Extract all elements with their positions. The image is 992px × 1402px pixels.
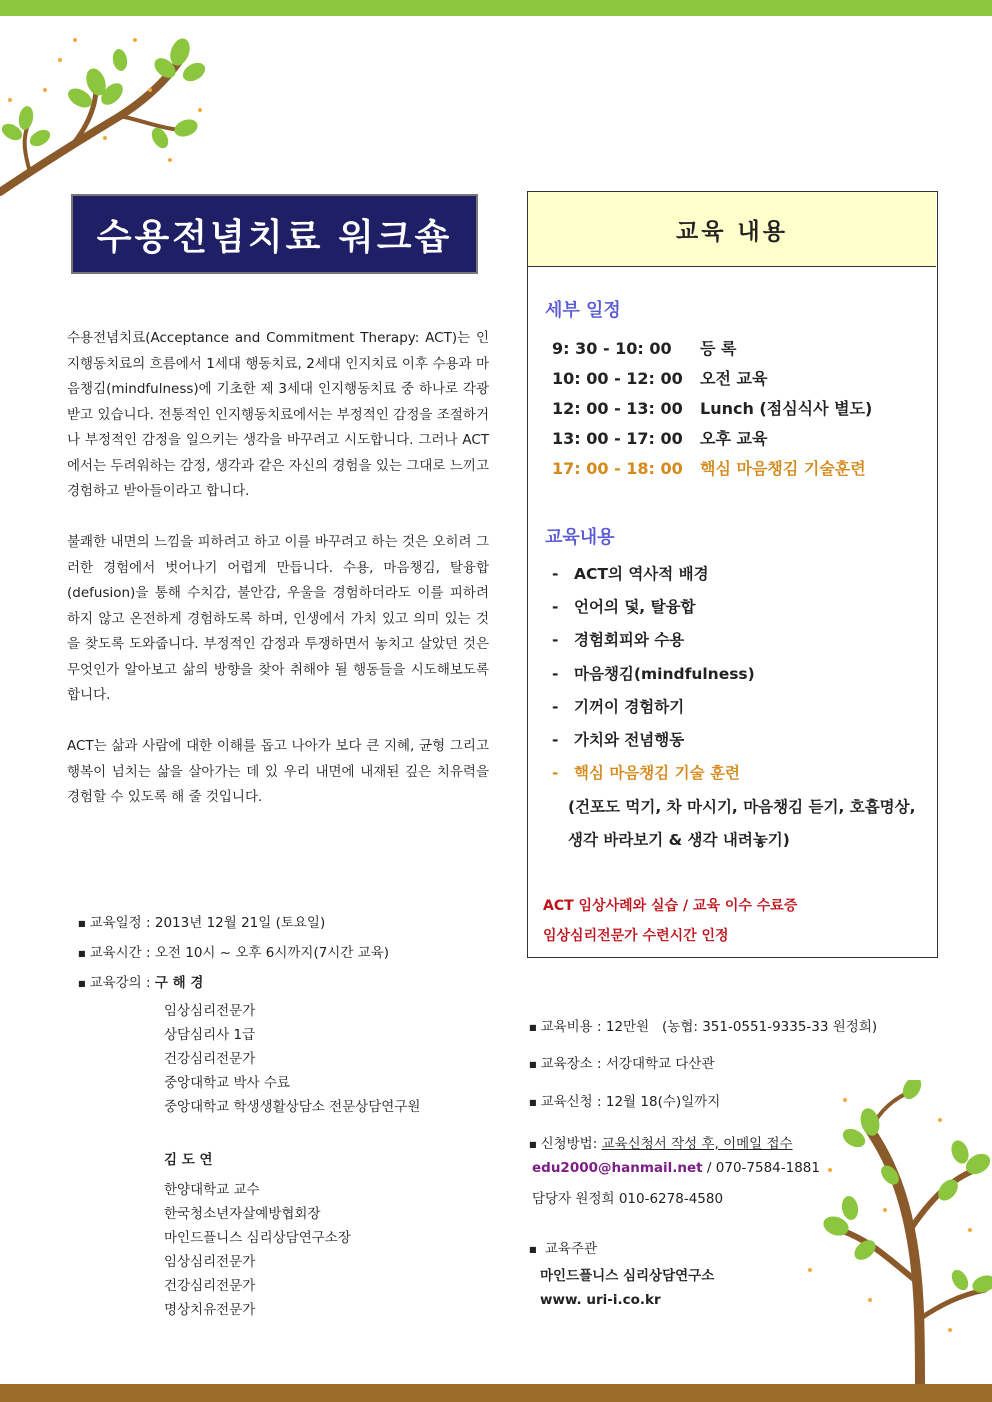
schedule-row bbox=[552, 336, 736, 359]
schedule-row bbox=[552, 426, 767, 449]
website-link[interactable]: www. uri-i.co.kr bbox=[540, 1292, 661, 1308]
schedule-time: 12: 00 - 13: 00 bbox=[552, 399, 683, 418]
schedule-item: Lunch (점심식사 별도) bbox=[700, 399, 873, 418]
topic-item: - 기꺼이 경험하기 bbox=[552, 698, 685, 716]
lecturer1-name: 구 해 경 bbox=[154, 975, 204, 991]
schedule-time: 13: 00 - 17: 00 bbox=[552, 429, 683, 448]
date-info: ■ 교육일정 : 2013년 12월 21일 (토요일) bbox=[78, 915, 326, 931]
content-title: 교육내용 bbox=[545, 527, 615, 548]
topic-detail: (건포도 먹기, 차 마시기, 마음챙김 듣기, 호흡명상, bbox=[568, 798, 916, 816]
schedule-time: 17: 00 - 18: 00 bbox=[552, 459, 683, 478]
schedule-item: 오전 교육 bbox=[700, 369, 768, 388]
cost-info: ■ 교육비용 : 12만원 (농협: 351-0551-9335-33 원정희) bbox=[529, 1019, 878, 1035]
bullet-icon: ■ bbox=[78, 978, 86, 988]
bullet-icon: ■ bbox=[529, 1244, 537, 1254]
schedule-item: 등 록 bbox=[700, 339, 737, 358]
schedule-time: 10: 00 - 12: 00 bbox=[552, 369, 683, 388]
lecturer2-titles: 한양대학교 교수 한국청소년자살예방협회장 마인드플니스 심리상담연구소장 임상심리전문가 건강심리전문가 명상치유전문가 bbox=[164, 1182, 351, 1318]
host-info: ■ 교육주관 bbox=[529, 1241, 598, 1257]
schedule-row-highlight bbox=[552, 456, 866, 479]
bullet-icon: ■ bbox=[78, 948, 86, 958]
intro-paragraph: 수용전념치료(Acceptance and Commitment Therapy: ACT)는 인지행동치료의 흐름에서 1세대 행동치료, 2세대 인지치료 이후 수용과 마음챙김(mindfulness)에 기초한 제 3세대 인지행동치료 중 하나로 각광받고 있습니다. 전통적인 인지행동치료에서는 부정적인 감정을 조절하거나 부정적인 감정을 일으키는 생각을 바꾸려고 시도합니다. 그러나 ACT에서는 두려워하는 감정, 생각과 같은 자신의 경험을 있는 그대로 느끼고 경험하고 받아들이라고 합니다. bbox=[67, 330, 489, 499]
workshop-title-banner bbox=[71, 194, 478, 274]
email-link[interactable]: edu2000@hanmail.net bbox=[532, 1160, 703, 1176]
schedule-row bbox=[552, 366, 767, 389]
contact-email-line: edu2000@hanmail.net / 070-7584-1881 bbox=[532, 1160, 820, 1176]
topic-item: - 언어의 덫, 탈융합 bbox=[552, 598, 696, 616]
detail-schedule-title: 세부 일정 bbox=[545, 300, 621, 321]
bullet-icon: ■ bbox=[529, 1022, 537, 1032]
topic-item: - 가치와 전념행동 bbox=[552, 731, 685, 749]
time-info: ■ 교육시간 : 오전 10시 ~ 오후 6시까지(7시간 교육) bbox=[78, 945, 390, 961]
top-color-bar bbox=[0, 0, 992, 16]
place-info: ■ 교육장소 : 서강대학교 다산관 bbox=[529, 1056, 715, 1072]
page-title: 수용전념치료 워크숍 bbox=[96, 216, 453, 258]
topic-item: - 마음챙김(mindfulness) bbox=[552, 665, 755, 683]
topic-item: - 경험회피와 수용 bbox=[552, 631, 685, 649]
lecturer2-name: 김 도 연 bbox=[164, 1152, 213, 1168]
tree-decoration-bottom bbox=[770, 1080, 992, 1390]
bullet-icon: ■ bbox=[529, 1059, 537, 1069]
schedule-panel bbox=[527, 191, 938, 958]
lecturer1-titles: 임상심리전문가 상담심리사 1급 건강심리전문가 중앙대학교 박사 수료 중앙대학교 학생생활상담소 전문상담연구원 bbox=[164, 1003, 421, 1115]
method-info: ■ 신청방법: 교육신청서 작성 후, 이메일 접수 bbox=[529, 1136, 793, 1152]
schedule-header: 교육 내용 bbox=[528, 192, 936, 267]
bullet-icon: ■ bbox=[529, 1097, 537, 1107]
lecturer-info: ■ 교육강의 : 구 해 경 bbox=[78, 975, 204, 991]
topic-item: - ACT의 역사적 배경 bbox=[552, 565, 709, 583]
note-certificate: ACT 임상사례와 실습 / 교육 이수 수료증 bbox=[543, 898, 798, 914]
apply-info: ■ 교육신청 : 12월 18(수)일까지 bbox=[529, 1094, 721, 1110]
intro-paragraph: 불쾌한 내면의 느낌을 피하려고 하고 이를 바꾸려고 하는 것은 오히려 그러한 경험에서 벗어나기 어렵게 만듭니다. 수용, 마음챙김, 탈융합(defusion)을 통해 수치감, 불안감, 우울을 경험하더라도 이를 피하려 하지 않고 온전하게 경험하도록 하며, 인생에서 가치 있고 의미 있는 것을 찾도록 도와줍니다. 부정적인 감정과 투쟁하면서 놓치고 살았던 것은 무엇인가 알아보고 삶의 방향을 찾아 취해야 될 행동들을 시도해보도록 합니다. bbox=[67, 534, 489, 703]
note-training-hours: 임상심리전문가 수련시간 인정 bbox=[543, 928, 729, 944]
intro-paragraph: ACT는 삶과 사람에 대한 이해를 돕고 나아가 보다 큰 지혜, 균형 그리고 행복이 넘치는 삶을 살아가는 데 있 우리 내면에 내재된 깊은 치유력을 경험할 수 있도록 해 줄 것입니다. bbox=[67, 738, 489, 805]
host-name: 마인드플니스 심리상담연구소 bbox=[540, 1268, 715, 1284]
contact-person: 담당자 원정희 010-6278-4580 bbox=[532, 1191, 724, 1207]
bullet-icon: ■ bbox=[78, 918, 86, 928]
schedule-item: 오후 교육 bbox=[700, 429, 768, 448]
intro-text bbox=[67, 326, 489, 836]
tree-branch-decoration-top bbox=[0, 20, 215, 200]
schedule-item: 핵심 마음챙김 기술훈련 bbox=[700, 459, 866, 478]
schedule-row bbox=[552, 396, 872, 419]
topic-detail: 생각 바라보기 & 생각 내려놓기) bbox=[568, 831, 790, 849]
topic-item-highlight: - 핵심 마음챙김 기술 훈련 bbox=[552, 764, 740, 782]
schedule-time: 9: 30 - 10: 00 bbox=[552, 339, 672, 358]
bullet-icon: ■ bbox=[529, 1139, 537, 1149]
bottom-color-bar bbox=[0, 1384, 992, 1402]
